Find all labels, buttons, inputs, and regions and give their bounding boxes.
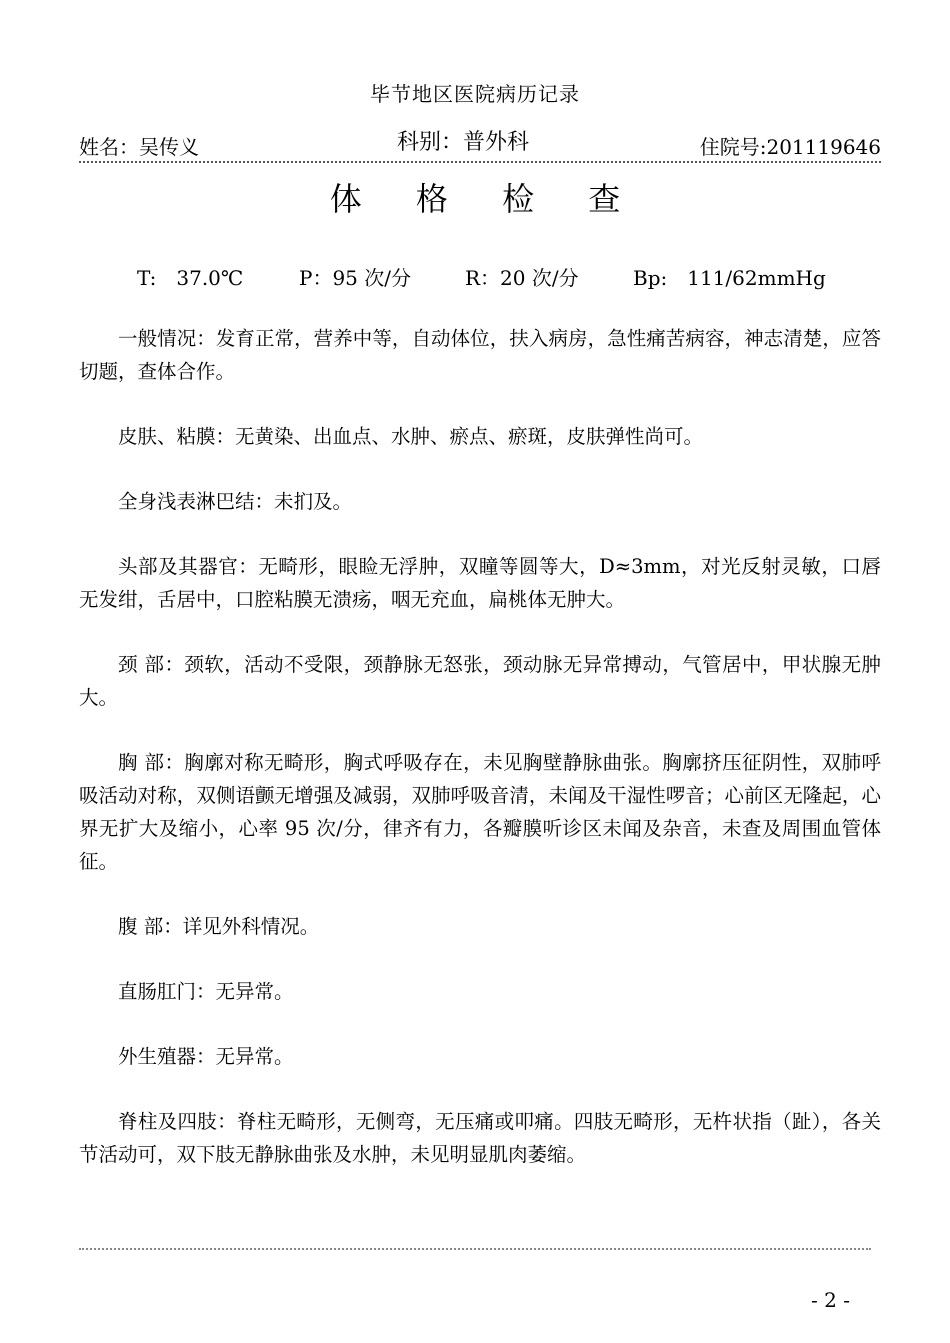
section-title: 体 格 检 查: [329, 180, 643, 218]
department: 科别：普外科: [397, 130, 530, 155]
header-divider: [79, 161, 881, 163]
para-rectum: 直肠肛门：无异常。: [118, 980, 294, 1003]
vital-signs: [137, 262, 857, 290]
vital-pulse: P：95 次/分: [299, 266, 412, 290]
para-skin: 皮肤、粘膜：无黄染、出血点、水肿、瘀点、瘀斑，皮肤弹性尚可。: [118, 425, 704, 448]
hospital-title: 毕节地区医院病历记录: [370, 82, 580, 106]
vital-temperature: T: 37.0℃: [137, 266, 244, 290]
para-genitals: 外生殖器：无异常。: [118, 1045, 294, 1068]
para-general: 一般情况：发育正常，营养中等，自动体位，扶入病房，急性痛苦病容，神志清楚，应答切题，查体合作。: [79, 327, 881, 383]
para-chest: 胸 部：胸廓对称无畸形，胸式呼吸存在，未见胸壁静脉曲张。胸廓挤压征阴性，双肺呼吸活动对称，双侧语颤无增强及减弱，双肺呼吸音清，未闻及干湿性啰音；心前区无隆起，心界无扩大及缩小，心率 95 次/分，律齐有力，各瓣膜听诊区未闻及杂音，未查及周围血管体征。: [79, 751, 881, 873]
patient-header: [79, 128, 881, 160]
vital-blood-pressure: Bp: 111/62mmHg: [633, 266, 826, 290]
admission-number: 住院号:201119646: [699, 135, 881, 159]
footer-divider: [79, 1248, 871, 1250]
page-number: - 2 -: [811, 1288, 850, 1312]
para-head: 头部及其器官：无畸形，眼睑无浮肿，双瞳等圆等大，D≈3mm，对光反射灵敏，口唇无发绀，舌居中，口腔粘膜无溃疡，咽无充血，扁桃体无肿大。: [79, 555, 881, 611]
para-spine-limbs: 脊柱及四肢：脊柱无畸形，无侧弯，无压痛或叩痛。四肢无畸形，无杵状指（趾），各关节活动可，双下肢无静脉曲张及水肿，未见明显肌肉萎缩。: [79, 1110, 881, 1166]
para-lymph: 全身浅表淋巴结：未扪及。: [118, 490, 353, 513]
vital-respiration: R：20 次/分: [465, 266, 579, 290]
patient-name: 姓名：吴传义: [79, 135, 199, 159]
para-abdomen: 腹 部：详见外科情况。: [118, 915, 320, 938]
para-neck: 颈 部：颈软，活动不受限，颈静脉无怒张，颈动脉无异常搏动，气管居中，甲状腺无肿大。: [79, 653, 881, 709]
exam-content: [79, 322, 881, 1203]
